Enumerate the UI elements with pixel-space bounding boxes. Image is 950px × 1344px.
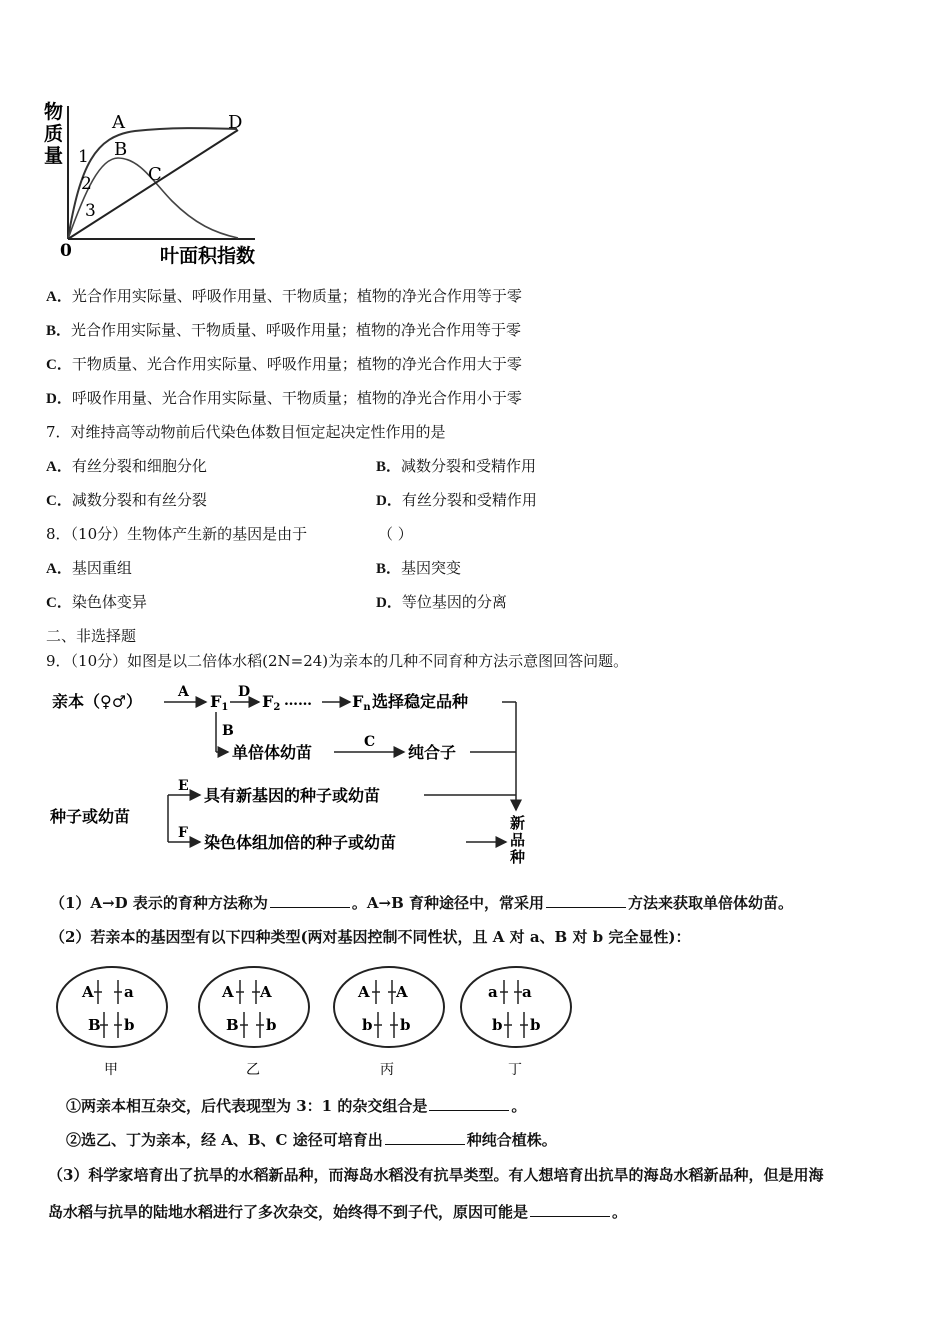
svg-text:A: A [222, 983, 234, 1001]
q7-option-b: B．减数分裂和受精作用 [376, 457, 537, 475]
svg-text:a: a [488, 983, 498, 1001]
homozygote-label: 纯合子 [408, 743, 457, 762]
svg-text:A: A [260, 983, 272, 1001]
point-d-label: D [228, 112, 243, 133]
q6-option-a: A．光合作用实际量、呼吸作用量、干物质量；植物的净光合作用等于零 [46, 287, 522, 305]
y-label-2: 质 [44, 123, 64, 145]
q8-stem: 8．（10分）生物体产生新的基因是由于 [46, 525, 308, 543]
q9-stem: 9．（10分）如图是以二倍体水稻(2N=24)为亲本的几种不同育种方法示意图回答问题。 [46, 652, 629, 670]
q8-option-a: A．基因重组 [46, 559, 132, 577]
q6-option-b: B．光合作用实际量、干物质量、呼吸作用量；植物的净光合作用等于零 [46, 321, 522, 339]
q8-option-b: B．基因突变 [376, 559, 462, 577]
point-b-label: B [114, 139, 128, 160]
curve-label-2: 2 [81, 174, 92, 194]
arrow-b-label: B [222, 723, 234, 739]
blank-4-count[interactable] [385, 1130, 465, 1145]
genotype-cells [54, 962, 584, 1082]
arrow-e-label: E [178, 778, 189, 794]
cell-name-ding: 丁 [508, 1062, 522, 1078]
f1-label: F1 [210, 692, 229, 713]
blank-2-haploid-method[interactable] [546, 893, 626, 908]
new-variety-1: 新 [510, 814, 526, 832]
svg-text:a: a [522, 983, 532, 1001]
q7-option-a: A．有丝分裂和细胞分化 [46, 457, 207, 475]
leaf-area-graph [40, 96, 270, 271]
arrow-a-label: A [178, 684, 189, 700]
q8-paren: （ ） [378, 525, 413, 543]
cell-jia [57, 967, 167, 1078]
q9-sub2: ②选乙、丁为亲本，经 A、B、C 途径可培育出 种纯合植株。 [66, 1131, 557, 1149]
blank-5-reason[interactable] [530, 1202, 610, 1217]
arrow-d-label: D [238, 684, 251, 700]
doubled-label: 染色体组加倍的种子或幼苗 [204, 833, 397, 852]
y-label-1: 物 [44, 101, 64, 123]
fn-label: Fn [352, 692, 371, 713]
new-gene-label: 具有新基因的种子或幼苗 [204, 786, 381, 805]
svg-text:b: b [492, 1016, 503, 1034]
q9-part2: （2）若亲本的基因型有以下四种类型(两对基因控制不同性状，且 A 对 a、B 对 b 完全显性)： [50, 928, 691, 946]
curve-label-3: 3 [85, 201, 96, 221]
blank-1-method[interactable] [270, 893, 350, 908]
point-c-label: C [148, 164, 162, 185]
dots-label: …… [284, 693, 312, 709]
cell-name-jia: 甲 [104, 1062, 118, 1078]
cell-yi [199, 967, 309, 1078]
q9-part1: （1）A→D 表示的育种方法称为 。A→B 育种途径中，常采用 方法来获取单倍体幼苗。 [50, 894, 793, 912]
new-variety-3: 种 [510, 848, 526, 866]
q9-part3-line2: 岛水稻与抗旱的陆地水稻进行了多次杂交，始终得不到子代，原因可能是 。 [48, 1203, 628, 1221]
y-label-3: 量 [44, 145, 64, 167]
q7-stem: 7．对维持高等动物前后代染色体数目恒定起决定性作用的是 [46, 423, 446, 441]
q6-option-c: C．干物质量、光合作用实际量、呼吸作用量；植物的净光合作用大于零 [46, 355, 522, 373]
cell-name-bing: 丙 [380, 1062, 394, 1078]
svg-text:B: B [226, 1016, 239, 1034]
haploid-label: 单倍体幼苗 [232, 743, 313, 762]
cell-ding [461, 967, 571, 1078]
q9-sub1: ①两亲本相互杂交，后代表现型为 3：1 的杂交组合是 。 [66, 1097, 527, 1115]
select-stable-label: 选择稳定品种 [372, 692, 469, 711]
parent-label: 亲本（♀♂） [52, 692, 143, 711]
blank-3-cross[interactable] [429, 1096, 509, 1111]
svg-text:b: b [362, 1016, 373, 1034]
svg-text:b: b [530, 1016, 541, 1034]
q7-option-c: C．减数分裂和有丝分裂 [46, 491, 207, 509]
svg-text:B: B [88, 1016, 101, 1034]
origin-label: 0 [60, 241, 72, 261]
cell-name-yi: 乙 [246, 1062, 260, 1078]
section-heading: 二、非选择题 [46, 627, 137, 645]
x-label: 叶面积指数 [160, 245, 256, 267]
svg-text:b: b [266, 1016, 277, 1034]
q9-part3-line1: （3）科学家培育出了抗旱的水稻新品种，而海岛水稻没有抗旱类型。有人想培育出抗旱的海岛水稻新品种，但是用海 [48, 1166, 824, 1184]
curve-label-1: 1 [78, 147, 89, 167]
cell-bing [334, 967, 444, 1078]
point-a-label: A [112, 112, 125, 133]
svg-text:A: A [82, 983, 94, 1001]
q8-option-c: C．染色体变异 [46, 593, 147, 611]
new-variety-2: 品 [510, 831, 526, 849]
svg-text:A: A [396, 983, 408, 1001]
svg-text:b: b [124, 1016, 135, 1034]
seed-label: 种子或幼苗 [50, 807, 131, 826]
f2-label: F2 [262, 692, 281, 713]
arrow-f-label: F [178, 825, 188, 841]
q8-option-d: D．等位基因的分离 [376, 593, 507, 611]
q6-option-d: D．呼吸作用量、光合作用实际量、干物质量；植物的净光合作用小于零 [46, 389, 522, 407]
svg-text:a: a [124, 983, 134, 1001]
svg-text:A: A [358, 983, 370, 1001]
q7-option-d: D．有丝分裂和受精作用 [376, 491, 537, 509]
arrow-c-label: C [364, 734, 376, 750]
breeding-diagram [44, 680, 544, 870]
svg-text:b: b [400, 1016, 411, 1034]
